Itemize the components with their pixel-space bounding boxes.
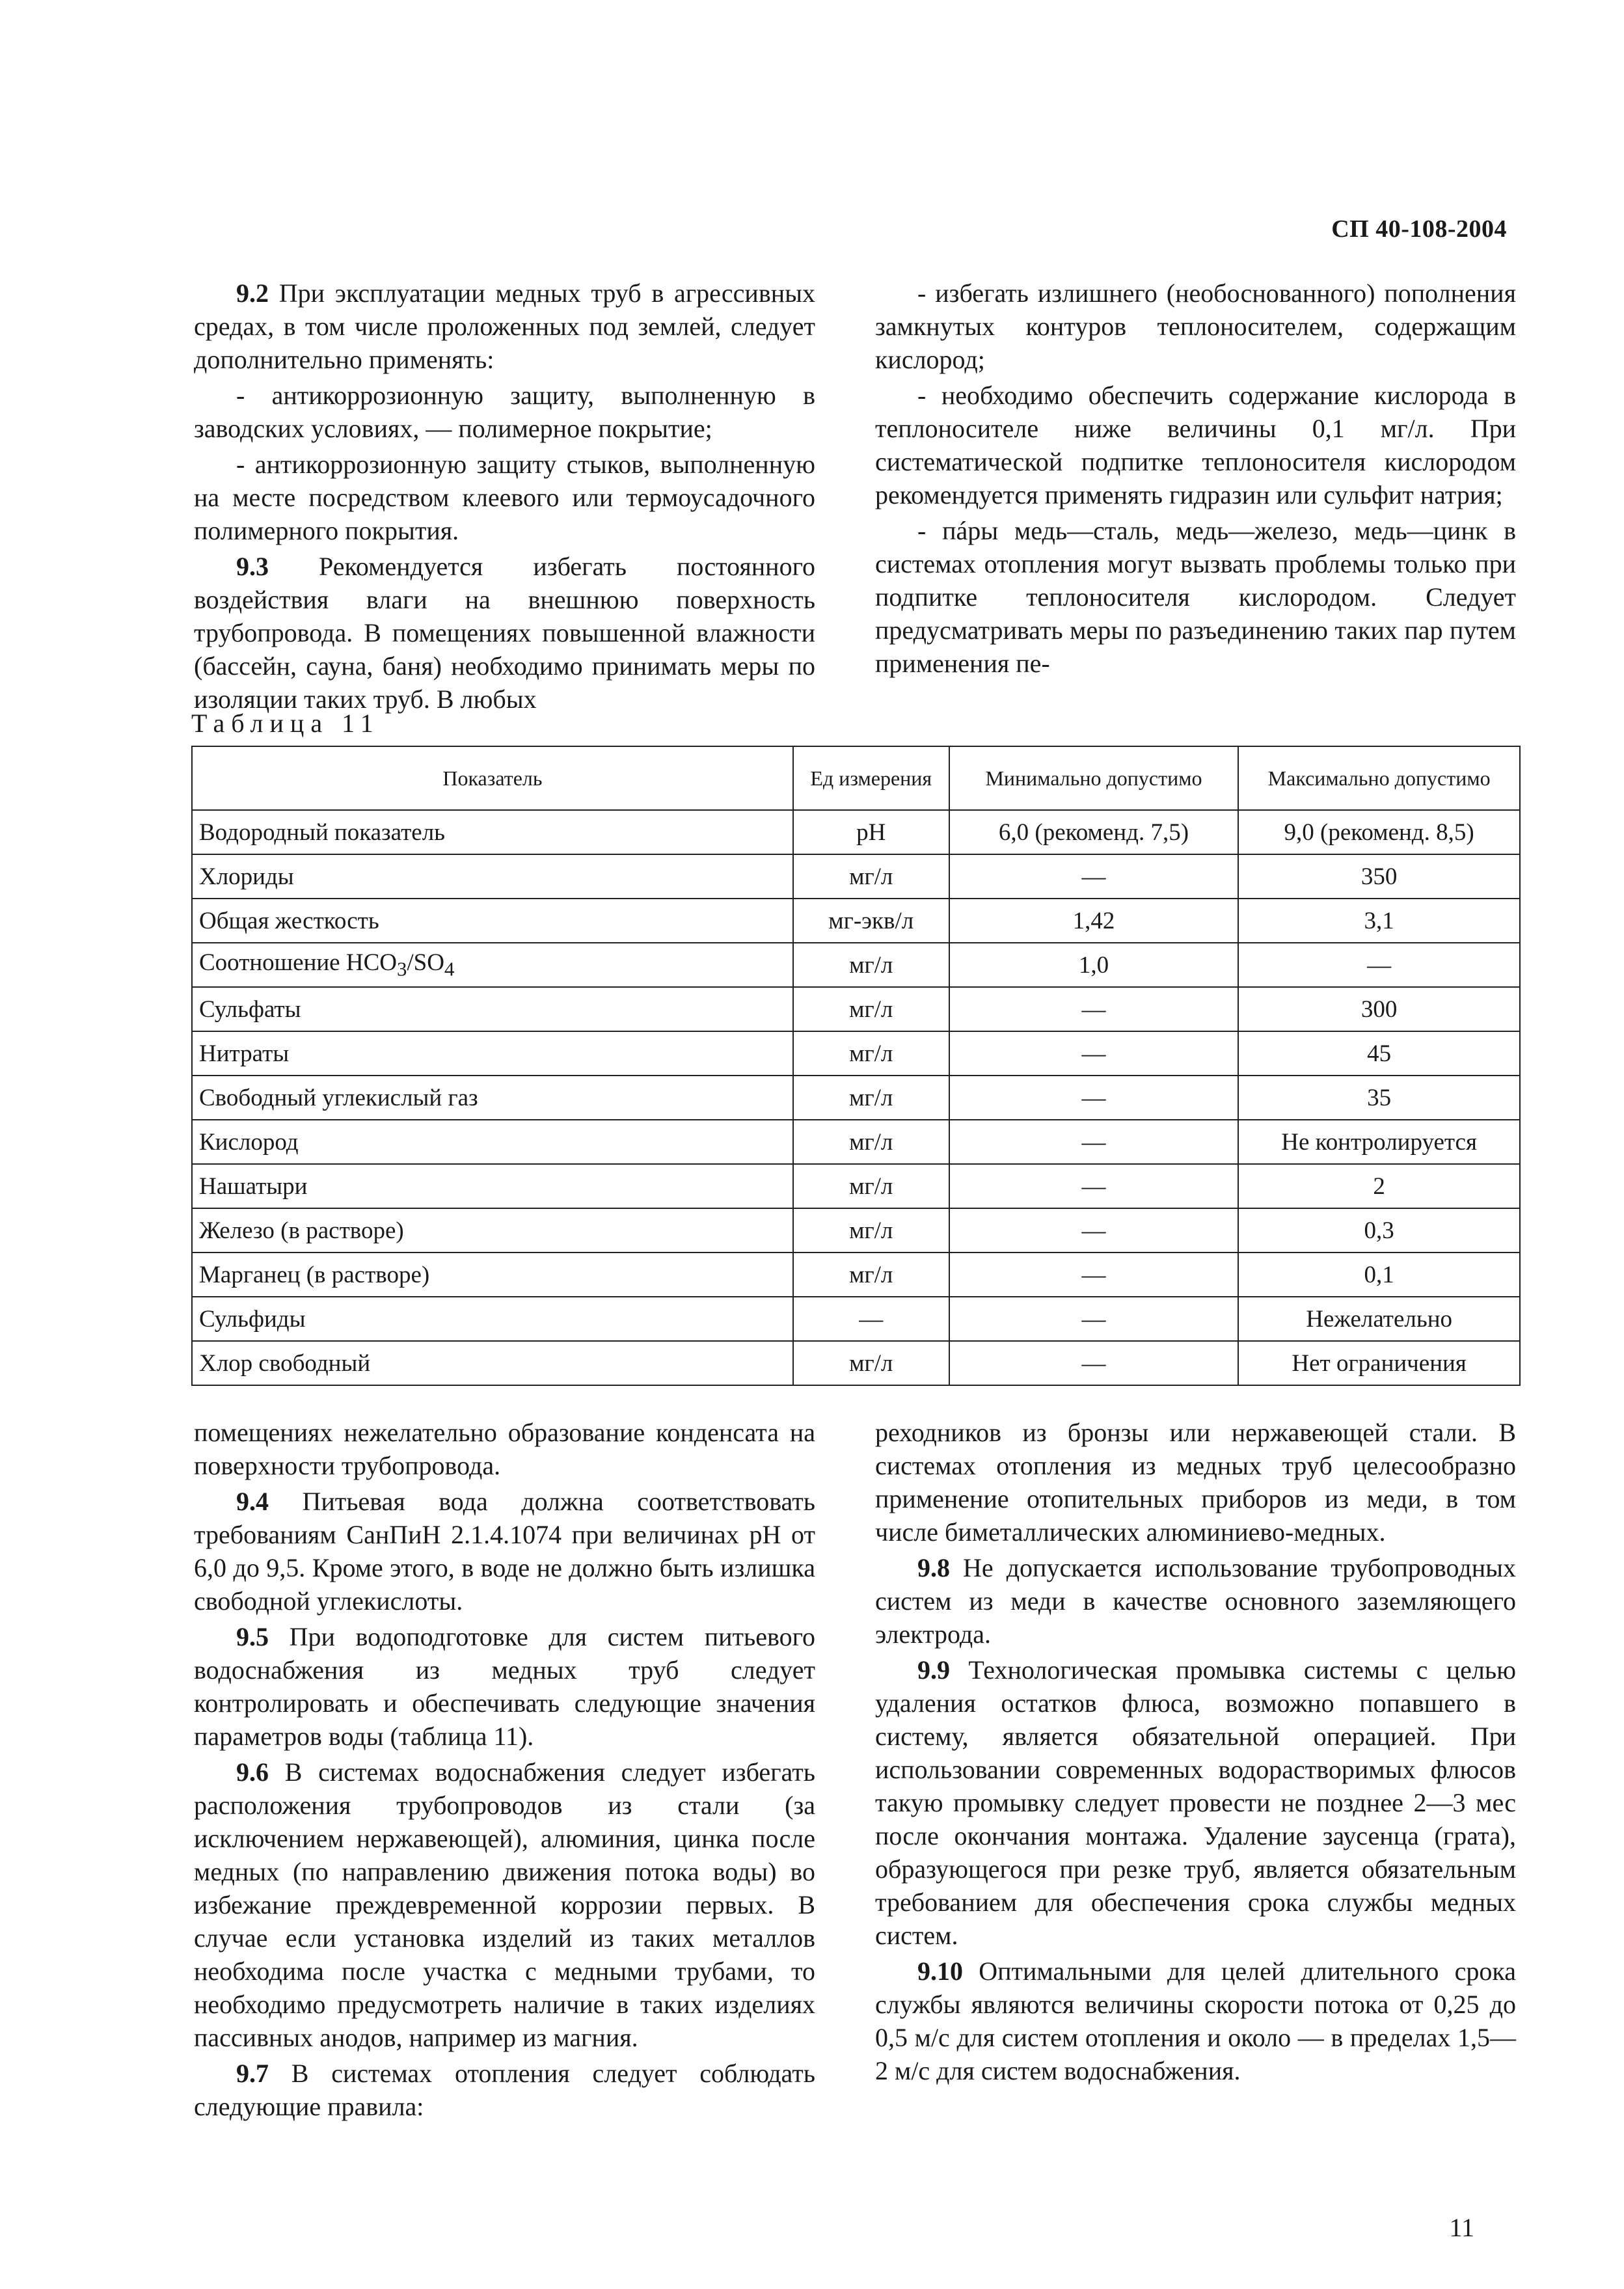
indicator-text: Соотношение НСО <box>199 949 397 977</box>
cell-min: — <box>949 1164 1239 1208</box>
paragraph-text: Технологическая промывка системы с целью удаления остатков флюса, возможно попавшего в систему, является обязательной операцией. При использовании современных водорастворимых флюсов такую промывку следует провести не позднее 2—3 мес после окончания монтажа. Удаление заусенца (грата), образующегося при резке труб, является обязательным требованием для обеспечения срока службы медных систем. <box>875 1655 1516 1950</box>
paragraph-9-10 <box>875 1955 1516 2087</box>
paragraph-text: В системах отопления следует соблюдать следующие правила: <box>194 2059 815 2121</box>
paragraph-text: При эксплуатации медных труб в агрессивных средах, в том числе проложенных под землей, следует дополнительно применять: <box>194 278 815 374</box>
paragraph-text: Питьевая вода должна соответствовать требованиям СанПиН 2.1.4.1074 при величинах рН от 6,0 до 9,5. Кроме этого, в воде не должно быть излишка свободной углекислоты. <box>194 1487 815 1616</box>
cell-min: 1,42 <box>949 899 1239 943</box>
left-column-bottom <box>194 1416 815 2123</box>
cell-unit: мг/л <box>793 1120 949 1164</box>
table-row <box>192 854 1520 899</box>
cell-indicator: Хлориды <box>192 854 793 899</box>
cell-unit: мг/л <box>793 854 949 899</box>
cell-max: 35 <box>1238 1076 1520 1120</box>
clause-number: 9.2 <box>236 278 269 308</box>
cell-max: 0,3 <box>1238 1208 1520 1253</box>
table-row <box>192 899 1520 943</box>
paragraph-9-5 <box>194 1620 815 1753</box>
cell-max: 3,1 <box>1238 899 1520 943</box>
clause-number: 9.3 <box>236 552 269 581</box>
clause-number: 9.5 <box>236 1622 269 1651</box>
table-row <box>192 1208 1520 1253</box>
paragraph-text: В системах водоснабжения следует избегать расположения трубопроводов из стали (за исключением нержавеющей), алюминия, цинка после медных (по направлению движения потока воды) во избежание преждевременной коррозии первых. В случае если установка изделий из таких металлов необходима после участка с медными трубами, то необходимо предусмотреть наличие в таких изделиях пассивных анодов, например из магния. <box>194 1757 815 2052</box>
cell-indicator: Железо (в растворе) <box>192 1208 793 1253</box>
list-item: - антикоррозионную защиту, выполненную в заводских условиях, — полимерное покрытие; <box>194 381 815 443</box>
cell-unit: рН <box>793 810 949 854</box>
right-column-top <box>875 277 1516 680</box>
paragraph-text: Не допускается использование трубопроводных систем из меди в качестве основного заземляющего электрода. <box>875 1553 1516 1649</box>
header-indicator: Показатель <box>192 746 793 810</box>
clause-number: 9.10 <box>917 1957 963 1986</box>
water-parameters-table <box>191 746 1521 1386</box>
cell-min: 1,0 <box>949 943 1239 987</box>
cell-indicator: Сульфаты <box>192 987 793 1031</box>
paragraph-9-2 <box>194 277 815 376</box>
cell-max: Нет ограничения <box>1238 1341 1520 1385</box>
cell-unit: мг/л <box>793 1031 949 1076</box>
cell-max: 300 <box>1238 987 1520 1031</box>
cell-indicator: Нитраты <box>192 1031 793 1076</box>
paragraph-text: Оптимальными для целей длительного срока службы являются величины скорости потока от 0,25 до 0,5 м/с для систем отопления и около — в пределах 1,5—2 м/с для систем водоснабжения. <box>875 1957 1516 2085</box>
clause-number: 9.6 <box>236 1757 269 1787</box>
cell-max: 350 <box>1238 854 1520 899</box>
cell-unit: мг/л <box>793 1253 949 1297</box>
cell-indicator: Общая жесткость <box>192 899 793 943</box>
paragraph-continuation: реходников из бронзы или нержавеющей стали. В системах отопления из медных труб целесообразно применение отопительных приборов из меди, в том числе биметаллических алюминиево-медных. <box>875 1418 1516 1547</box>
cell-min: — <box>949 1120 1239 1164</box>
cell-indicator: Водородный показатель <box>192 810 793 854</box>
cell-max: — <box>1238 943 1520 987</box>
clause-number: 9.8 <box>917 1553 950 1582</box>
cell-indicator: Хлор свободный <box>192 1341 793 1385</box>
header-min: Минимально допустимо <box>949 746 1239 810</box>
cell-indicator: Марганец (в растворе) <box>192 1253 793 1297</box>
cell-indicator <box>192 943 793 987</box>
cell-unit: — <box>793 1297 949 1341</box>
right-column-bottom <box>875 1416 1516 2087</box>
cell-unit: мг/л <box>793 1208 949 1253</box>
cell-unit: мг-экв/л <box>793 899 949 943</box>
paragraph-9-9 <box>875 1653 1516 1952</box>
table-row <box>192 1297 1520 1341</box>
cell-min: 6,0 (рекоменд. 7,5) <box>949 810 1239 854</box>
table-row <box>192 943 1520 987</box>
paragraph-text: Рекомендуется избегать постоянного воздействия влаги на внешнюю поверхность трубопровода. В помещениях повышенной влажности (бассейн, сауна, баня) необходимо принимать меры по изоляции таких труб. В любых <box>194 552 815 714</box>
table-row <box>192 1076 1520 1120</box>
cell-min: — <box>949 1031 1239 1076</box>
paragraph-9-7 <box>194 2057 815 2123</box>
table-caption: Таблица 11 <box>191 709 380 738</box>
list-item: - необходимо обеспечить содержание кислорода в теплоносителе ниже величины 0,1 мг/л. При систематической подпитке теплоносителя кислородом рекомендуется применять гидразин или сульфит натрия; <box>875 381 1516 509</box>
cell-max: Нежелательно <box>1238 1297 1520 1341</box>
paragraph-text: При водоподготовке для систем питьевого водоснабжения из медных труб следует контролировать и обеспечивать следующие значения параметров воды (таблица 11). <box>194 1622 815 1751</box>
cell-indicator: Сульфиды <box>192 1297 793 1341</box>
table-row <box>192 987 1520 1031</box>
cell-unit: мг/л <box>793 1341 949 1385</box>
table-row <box>192 1031 1520 1076</box>
paragraph-9-8 <box>875 1551 1516 1651</box>
subscript: 4 <box>444 958 455 981</box>
list-item: - пáры медь—сталь, медь—железо, медь—цинк в системах отопления могут вызвать проблемы только при подпитке теплоносителя кислородом. Следует предусматривать меры по разъединению таких пар путем применения пе- <box>875 516 1516 678</box>
table-header-row <box>192 746 1520 810</box>
paragraph-9-4 <box>194 1485 815 1618</box>
cell-min: — <box>949 987 1239 1031</box>
paragraph-9-3 <box>194 550 815 716</box>
list-item: - избегать излишнего (необоснованного) пополнения замкнутых контуров теплоносителем, содержащим кислород; <box>875 278 1516 374</box>
cell-max: Не контролируется <box>1238 1120 1520 1164</box>
cell-min: — <box>949 1341 1239 1385</box>
cell-min: — <box>949 1253 1239 1297</box>
table-row <box>192 810 1520 854</box>
paragraph-9-6 <box>194 1755 815 2054</box>
indicator-text: /SO <box>407 949 444 977</box>
left-column-top <box>194 277 815 716</box>
cell-unit: мг/л <box>793 1164 949 1208</box>
cell-max: 2 <box>1238 1164 1520 1208</box>
table-row <box>192 1253 1520 1297</box>
clause-number: 9.4 <box>236 1487 269 1516</box>
clause-number: 9.7 <box>236 2059 269 2088</box>
list-item: - антикоррозионную защиту стыков, выполненную на месте посредством клеевого или термоусадочного полимерного покрытия. <box>194 450 815 545</box>
cell-unit: мг/л <box>793 943 949 987</box>
cell-max: 0,1 <box>1238 1253 1520 1297</box>
cell-min: — <box>949 854 1239 899</box>
paragraph-continuation: помещениях нежелательно образование конденсата на поверхности трубопровода. <box>194 1418 815 1480</box>
table-row <box>192 1120 1520 1164</box>
cell-indicator: Нашатыри <box>192 1164 793 1208</box>
document-code: СП 40-108-2004 <box>1331 215 1507 243</box>
subscript: 3 <box>396 958 407 981</box>
table-row <box>192 1341 1520 1385</box>
cell-min: — <box>949 1297 1239 1341</box>
page-number: 11 <box>1449 2213 1474 2242</box>
cell-max: 9,0 (рекоменд. 8,5) <box>1238 810 1520 854</box>
cell-indicator: Свободный углекислый газ <box>192 1076 793 1120</box>
cell-unit: мг/л <box>793 1076 949 1120</box>
cell-indicator: Кислород <box>192 1120 793 1164</box>
cell-min: — <box>949 1076 1239 1120</box>
table-row <box>192 1164 1520 1208</box>
header-unit: Ед измерения <box>793 746 949 810</box>
header-max: Максимально допустимо <box>1238 746 1520 810</box>
cell-max: 45 <box>1238 1031 1520 1076</box>
clause-number: 9.9 <box>917 1655 950 1685</box>
cell-unit: мг/л <box>793 987 949 1031</box>
cell-min: — <box>949 1208 1239 1253</box>
